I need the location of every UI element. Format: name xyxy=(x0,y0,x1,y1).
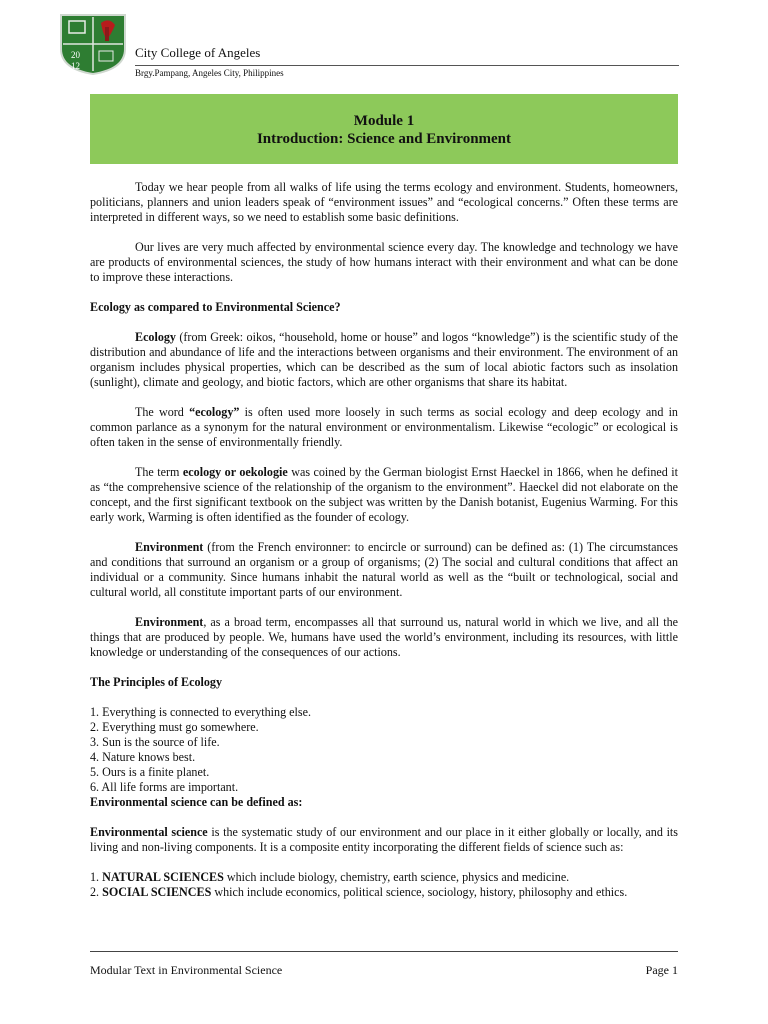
college-logo xyxy=(57,13,129,75)
heading-principles: The Principles of Ecology xyxy=(90,675,223,689)
paragraph-lives: Our lives are very much affected by environmental science every day. The knowledge and technology we have are products of environmental sciences, the study of how humans interact with their environment and what can be done to improve these interactions. xyxy=(90,240,678,284)
list-item: 6. All life forms are important. xyxy=(90,780,239,794)
paragraph-env-science: Environmental science is the systematic study of our environment and our place in it either globally or locally, and its living and non-living components. It is a composite entity incorporating the different fields of science such as: xyxy=(90,825,678,854)
footer-title: Modular Text in Environmental Science xyxy=(90,963,283,977)
principles-list xyxy=(90,705,678,795)
header-divider xyxy=(135,65,679,66)
paragraph-ecology-definition: Ecology (from Greek: oikos, “household, home or house” and logos “knowledge”) is the scientific study of the distribution and abundance of life and the interactions between organisms and their environment. The environment of an organism includes physical properties, which can be described as the sum of local abiotic factors such as insolation (sunlight), climate and geology, and biotic factors, which are other organisms that share its habitat. xyxy=(90,330,678,389)
module-subtitle: Introduction: Science and Environment xyxy=(256,131,512,147)
page-number: Page 1 xyxy=(645,963,678,977)
logo-year-bottom: 12 xyxy=(71,61,80,71)
paragraph-oekologie: The term ecology or oekologie was coined by the German biologist Ernst Haeckel in 1866, when he defined it as “the comprehensive science of the relationship of the organism to the environment”. Haeckel did not elaborate on the concept, and the first significant textbook on the subject was written by the Danish botanist, Eugenius Warming. For this early work, Warming is often identified as the founder of ecology. xyxy=(90,465,678,524)
sciences-list xyxy=(90,870,678,900)
college-address: Brgy.Pampang, Angeles City, Philippines xyxy=(135,68,284,78)
heading-env-science-defined: Environmental science can be defined as: xyxy=(90,795,303,809)
list-item-natural-sciences: 1. NATURAL SCIENCES which include biology, chemistry, earth science, physics and medicine. xyxy=(90,870,570,884)
list-item: 2. Everything must go somewhere. xyxy=(90,720,259,734)
paragraph-word-ecology: The word “ecology” is often used more loosely in such terms as social ecology and deep ecology and in common parlance as a synonym for the natural environment or environmentalism. Likewise “ecologic” or ecological is often taken in the sense of environmentally friendly. xyxy=(90,405,678,449)
heading-ecology-vs-env: Ecology as compared to Environmental Science? xyxy=(90,300,341,314)
module-number: Module 1 xyxy=(353,113,415,129)
paragraph-intro: Today we hear people from all walks of life using the terms ecology and environment. Students, homeowners, politicians, planners and union leaders speak of “environment issues” and “ecological concerns.” Often these terms are interpreted in different ways, so we need to establish some basic definitions. xyxy=(90,180,678,224)
term-environment: Environment xyxy=(135,540,204,554)
list-item: 5. Ours is a finite planet. xyxy=(90,765,210,779)
paragraph-environment-definition: Environment (from the French environner: to encircle or surround) can be defined as: (1) The circumstances and conditions that surround an organism or a group of organisms; (2) The social and cultural conditions that affect an individual or a community. Since humans inhabit the natural world as well as the “built or technological, social and cultural world, all constitute important parts of our environment. xyxy=(90,540,678,599)
list-item: 3. Sun is the source of life. xyxy=(90,735,220,749)
list-item: 4. Nature knows best. xyxy=(90,750,196,764)
college-name: City College of Angeles xyxy=(135,45,261,60)
term-environmental-science: Environmental science xyxy=(90,825,208,839)
document-body xyxy=(90,180,678,900)
list-item: 1. Everything is connected to everything else. xyxy=(90,705,311,719)
logo-year-top: 20 xyxy=(71,50,80,60)
paragraph-environment-broad: Environment, as a broad term, encompasses all that surround us, natural world in which we live, and all the things that are produced by people. We, humans have used the world’s environment, including its resources, with little knowledge or understanding of the consequences of our actions. xyxy=(90,615,678,659)
term-environment-2: Environment xyxy=(135,615,204,629)
list-item-social-sciences: 2. SOCIAL SCIENCES which include economics, political science, sociology, history, philosophy and ethics. xyxy=(90,885,628,899)
term-oekologie: ecology or oekologie xyxy=(182,465,288,479)
term-ecology: Ecology xyxy=(135,330,176,344)
term-ecology-quoted: “ecology” xyxy=(189,405,240,419)
footer-divider xyxy=(90,951,678,952)
module-title-banner xyxy=(90,94,678,164)
